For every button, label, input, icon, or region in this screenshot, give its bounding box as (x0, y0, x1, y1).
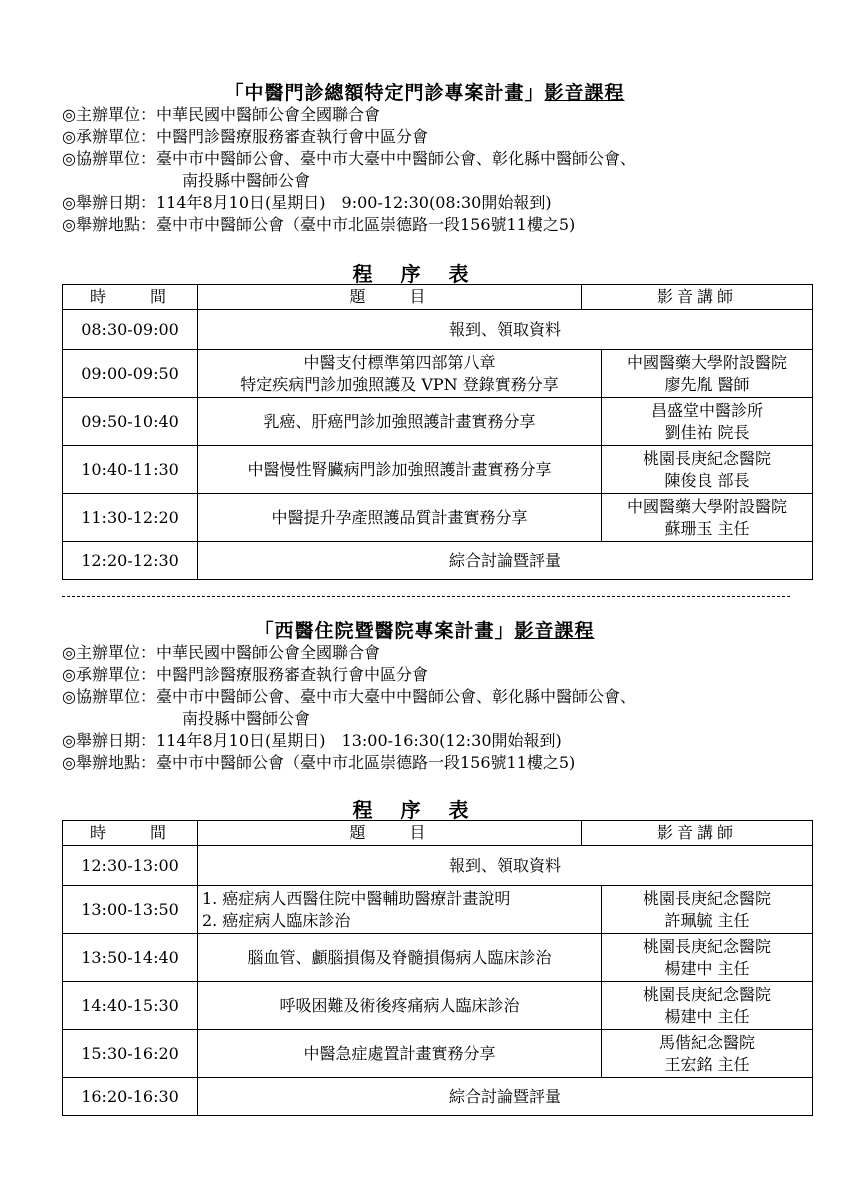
date-line: ◎舉辦日期：114年8月10日(星期日) 9:00-12:30(08:30開始報到) (62, 193, 552, 212)
row-time: 16:20-16:30 (63, 1078, 198, 1116)
co-organizer-line-cont: 南投縣中醫師公會 (182, 171, 311, 190)
section1-info (62, 104, 636, 236)
organizer-line: ◎主辦單位：中華民國中醫師公會全國聯合會 (62, 105, 380, 124)
table-row (63, 846, 813, 886)
row-time: 08:30-09:00 (63, 310, 198, 350)
row-speaker (602, 446, 813, 494)
section-divider (62, 596, 790, 597)
section2-program-title: 程序表 (352, 798, 497, 822)
topic-line: 特定疾病門診加強照護及 VPN 登錄實務分享 (240, 374, 559, 394)
header-speaker: 影音講師 (582, 285, 813, 310)
row-topic: 中醫急症處置計畫實務分享 (198, 1030, 602, 1078)
speaker-org: 桃園長庚紀念醫院 (643, 448, 772, 468)
row-time: 12:30-13:00 (63, 846, 198, 886)
section2-title-main: 「西醫住院暨醫院專案計畫」 (254, 620, 515, 642)
row-time: 09:00-09:50 (63, 350, 198, 398)
section1-title (0, 78, 849, 105)
speaker-name: 楊建中 主任 (664, 958, 750, 978)
row-speaker (602, 398, 813, 446)
row-topic: 腦血管、顱腦損傷及脊髓損傷病人臨床診治 (198, 934, 602, 982)
table-row (63, 398, 813, 446)
row-speaker (602, 494, 813, 542)
table-row (63, 542, 813, 580)
section2-title (0, 616, 849, 643)
topic-line: 1. 癌症病人西醫住院中醫輔助醫療計畫說明 (202, 888, 511, 908)
co-organizer-line: ◎協辦單位：臺中市中醫師公會、臺中市大臺中中醫師公會、彰化縣中醫師公會、 (62, 687, 636, 706)
row-topic: 呼吸困難及術後疼痛病人臨床診治 (198, 982, 602, 1030)
speaker-name: 許珮毓 主任 (664, 910, 750, 930)
table-row (63, 1078, 813, 1116)
header-topic: 題 目 (198, 821, 582, 846)
table-row (63, 886, 813, 934)
speaker-name: 楊建中 主任 (664, 1006, 750, 1026)
speaker-org: 桃園長庚紀念醫院 (643, 984, 772, 1004)
section2-schedule-table (62, 820, 813, 1116)
topic-line: 2. 癌症病人臨床診治 (202, 910, 351, 930)
organizer-line: ◎主辦單位：中華民國中醫師公會全國聯合會 (62, 643, 380, 662)
header-speaker: 影音講師 (582, 821, 813, 846)
table-row (63, 934, 813, 982)
row-topic: 中醫慢性腎臟病門診加強照護計畫實務分享 (198, 446, 602, 494)
table-header-row (63, 821, 813, 846)
header-topic: 題 目 (198, 285, 582, 310)
venue-line: ◎舉辦地點：臺中市中醫師公會（臺中市北區崇德路一段156號11樓之5) (62, 753, 576, 772)
row-time: 12:20-12:30 (63, 542, 198, 580)
speaker-org: 桃園長庚紀念醫院 (643, 888, 772, 908)
row-speaker (602, 982, 813, 1030)
topic-line: 中醫支付標準第四部第八章 (303, 352, 496, 372)
row-time: 14:40-15:30 (63, 982, 198, 1030)
row-speaker (602, 350, 813, 398)
speaker-name: 蘇珊玉 主任 (664, 518, 750, 538)
row-full: 報到、領取資料 (198, 310, 813, 350)
section1-title-main: 「中醫門診總額特定門診專案計畫」 (224, 82, 545, 104)
undertaker-line: ◎承辦單位：中醫門診醫療服務審查執行會中區分會 (62, 665, 428, 684)
row-full: 綜合討論暨評量 (198, 542, 813, 580)
table-header-row (63, 285, 813, 310)
section1-schedule-table (62, 284, 813, 580)
header-time: 時 間 (63, 821, 198, 846)
table-row (63, 350, 813, 398)
table-row (63, 982, 813, 1030)
co-organizer-line-cont: 南投縣中醫師公會 (182, 709, 311, 728)
row-speaker (602, 934, 813, 982)
row-topic: 中醫提升孕產照護品質計畫實務分享 (198, 494, 602, 542)
section1-program-title: 程序表 (352, 262, 497, 286)
speaker-name: 廖先胤 醫師 (664, 374, 750, 394)
speaker-name: 王宏銘 主任 (664, 1054, 750, 1074)
speaker-org: 中國醫藥大學附設醫院 (627, 352, 788, 372)
row-time: 13:00-13:50 (63, 886, 198, 934)
row-time: 11:30-12:20 (63, 494, 198, 542)
row-time: 09:50-10:40 (63, 398, 198, 446)
section2-title-suffix: 影音課程 (514, 620, 595, 642)
speaker-name: 陳俊良 部長 (664, 470, 750, 490)
row-full: 綜合討論暨評量 (198, 1078, 813, 1116)
row-topic (198, 350, 602, 398)
table-row (63, 446, 813, 494)
speaker-org: 昌盛堂中醫診所 (651, 400, 764, 420)
table-row (63, 310, 813, 350)
table-row (63, 1030, 813, 1078)
speaker-org: 中國醫藥大學附設醫院 (627, 496, 788, 516)
date-line: ◎舉辦日期：114年8月10日(星期日) 13:00-16:30(12:30開始報到) (62, 731, 562, 750)
speaker-name: 劉佳祐 院長 (664, 422, 750, 442)
row-time: 15:30-16:20 (63, 1030, 198, 1078)
table-row (63, 494, 813, 542)
co-organizer-line: ◎協辦單位：臺中市中醫師公會、臺中市大臺中中醫師公會、彰化縣中醫師公會、 (62, 149, 636, 168)
speaker-org: 桃園長庚紀念醫院 (643, 936, 772, 956)
row-time: 13:50-14:40 (63, 934, 198, 982)
section1-title-suffix: 影音課程 (544, 82, 625, 104)
row-speaker (602, 1030, 813, 1078)
row-speaker (602, 886, 813, 934)
speaker-org: 馬偕紀念醫院 (659, 1032, 756, 1052)
row-topic: 乳癌、肝癌門診加強照護計畫實務分享 (198, 398, 602, 446)
header-time: 時 間 (63, 285, 198, 310)
section2-info (62, 642, 636, 774)
venue-line: ◎舉辦地點：臺中市中醫師公會（臺中市北區崇德路一段156號11樓之5) (62, 215, 576, 234)
row-time: 10:40-11:30 (63, 446, 198, 494)
row-topic (198, 886, 602, 934)
row-full: 報到、領取資料 (198, 846, 813, 886)
undertaker-line: ◎承辦單位：中醫門診醫療服務審查執行會中區分會 (62, 127, 428, 146)
